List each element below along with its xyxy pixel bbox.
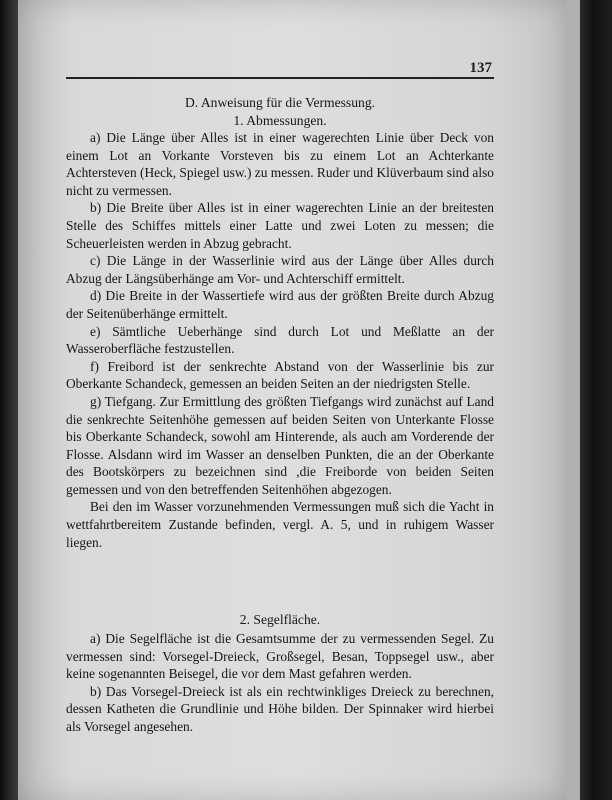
paragraph-d: d) Die Breite in der Wassertiefe wird aus der größten Breite durch Abzug der Seitenüberhänge ermittelt. (66, 288, 494, 321)
section-abmessungen-body (66, 129, 494, 551)
paragraph-g: g) Tiefgang. Zur Ermittlung des größten Tiefgangs wird zunächst auf Land die senkrechte Seitenhöhe gemessen auf beiden Seiten von Unterkante Flosse bis Oberkante Schandeck, sowohl am Hinterende, als auch am Vorderende der Flosse. Alsdann wird im Wasser an denselben Punkten, die an der Oberkante des Bootskörpers zu bezeichnen sind ,die Freiborde von beiden Seiten gemessen und von den betreffenden Seitenhöhen abgezogen. (66, 393, 494, 497)
book-spine-shadow (0, 0, 18, 800)
main-heading: D. Anweisung für die Vermessung. (184, 95, 376, 110)
paragraph-segel-a: a) Die Segelfläche ist die Gesamtsumme der zu vermessenden Segel. Zu vermessen sind: Vorsegel-Dreieck, Großsegel, Besan, Toppsegel usw., aber keine sogenannten Beisegel, die vor dem Mast gefahren werden. (66, 631, 494, 682)
paragraph-b: b) Die Breite über Alles ist in einer wagerechten Linie an der breitesten Stelle des Schiffes mittels einer Latte und zwei Loten zu messen; die Scheuerleisten werden in Abzug gebracht. (66, 200, 494, 251)
paragraph-segel-b: b) Das Vorsegel-Dreieck ist als ein rechtwinkliges Dreieck zu berechnen, dessen Katheten die Grundlinie und Höhe bilden. Der Spinnaker wird hierbei als Vorsegel angesehen. (66, 683, 494, 734)
paragraph-a: a) Die Länge über Alles ist in einer wagerechten Linie über Deck von einem Lot an Vorkante Vorsteven bis zu einem Lot an Achterkante Achtersteven (Heck, Spiegel usw.) zu messen. Ruder und Klüverbaum sind also nicht zu vermessen. (66, 130, 494, 198)
section-segelflaeche-body (66, 630, 494, 736)
paragraph-f: f) Freibord ist der senkrechte Abstand von der Wasserlinie bis zur Oberkante Schandeck, gemessen an beiden Seiten an der niedrigsten Stelle. (66, 358, 494, 392)
paragraph-e: e) Sämtliche Ueberhänge sind durch Lot und Meßlatte an der Wasseroberfläche festzustellen. (66, 323, 494, 357)
page-number: 137 (469, 60, 492, 76)
header-rule (66, 77, 494, 79)
section-heading-segelflaeche: 2. Segelfläche. (239, 612, 321, 627)
paragraph-c: c) Die Länge in der Wasserlinie wird aus der Länge über Alles durch Abzug der Längsüberhänge am Vor- und Achterschiff ermittelt. (66, 253, 494, 286)
page-edges (566, 0, 580, 800)
section-heading-abmessungen: 1. Abmessungen. (233, 113, 327, 128)
paragraph-closing: Bei den im Wasser vorzunehmenden Vermessungen muß sich die Yacht in wettfahrtbereitem Zustande befinden, vergl. A. 5, und in ruhigem Wasser liegen. (66, 499, 494, 550)
background-right (580, 0, 612, 800)
